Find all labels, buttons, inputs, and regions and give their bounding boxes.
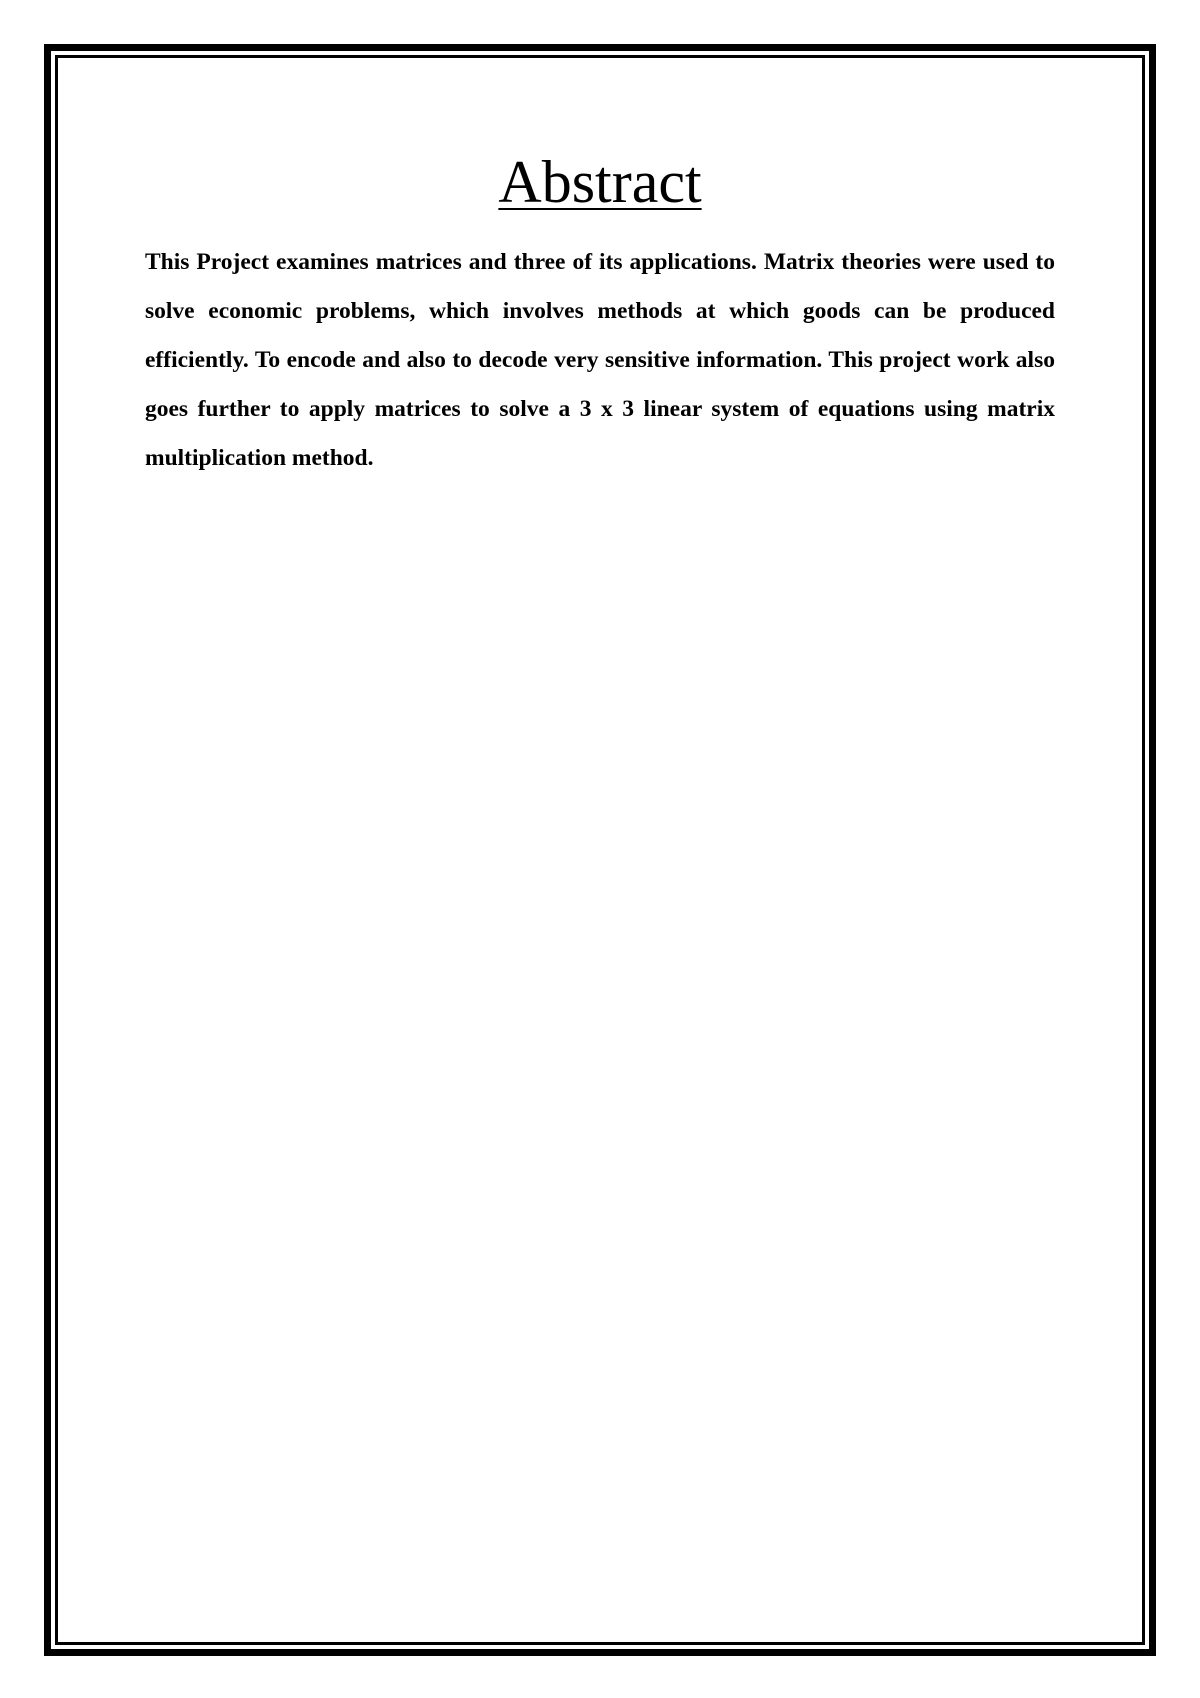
- page-content: [145, 140, 1055, 483]
- abstract-body: This Project examines matrices and three of its applications. Matrix theories were used to solve economic problems, which involves methods at which goods can be produced efficiently. To encode and also to decode very sensitive information. This project work also goes further to apply matrices to solve a 3 x 3 linear system of equations using matrix multiplication method.: [145, 249, 1055, 471]
- abstract-title: Abstract: [498, 149, 702, 215]
